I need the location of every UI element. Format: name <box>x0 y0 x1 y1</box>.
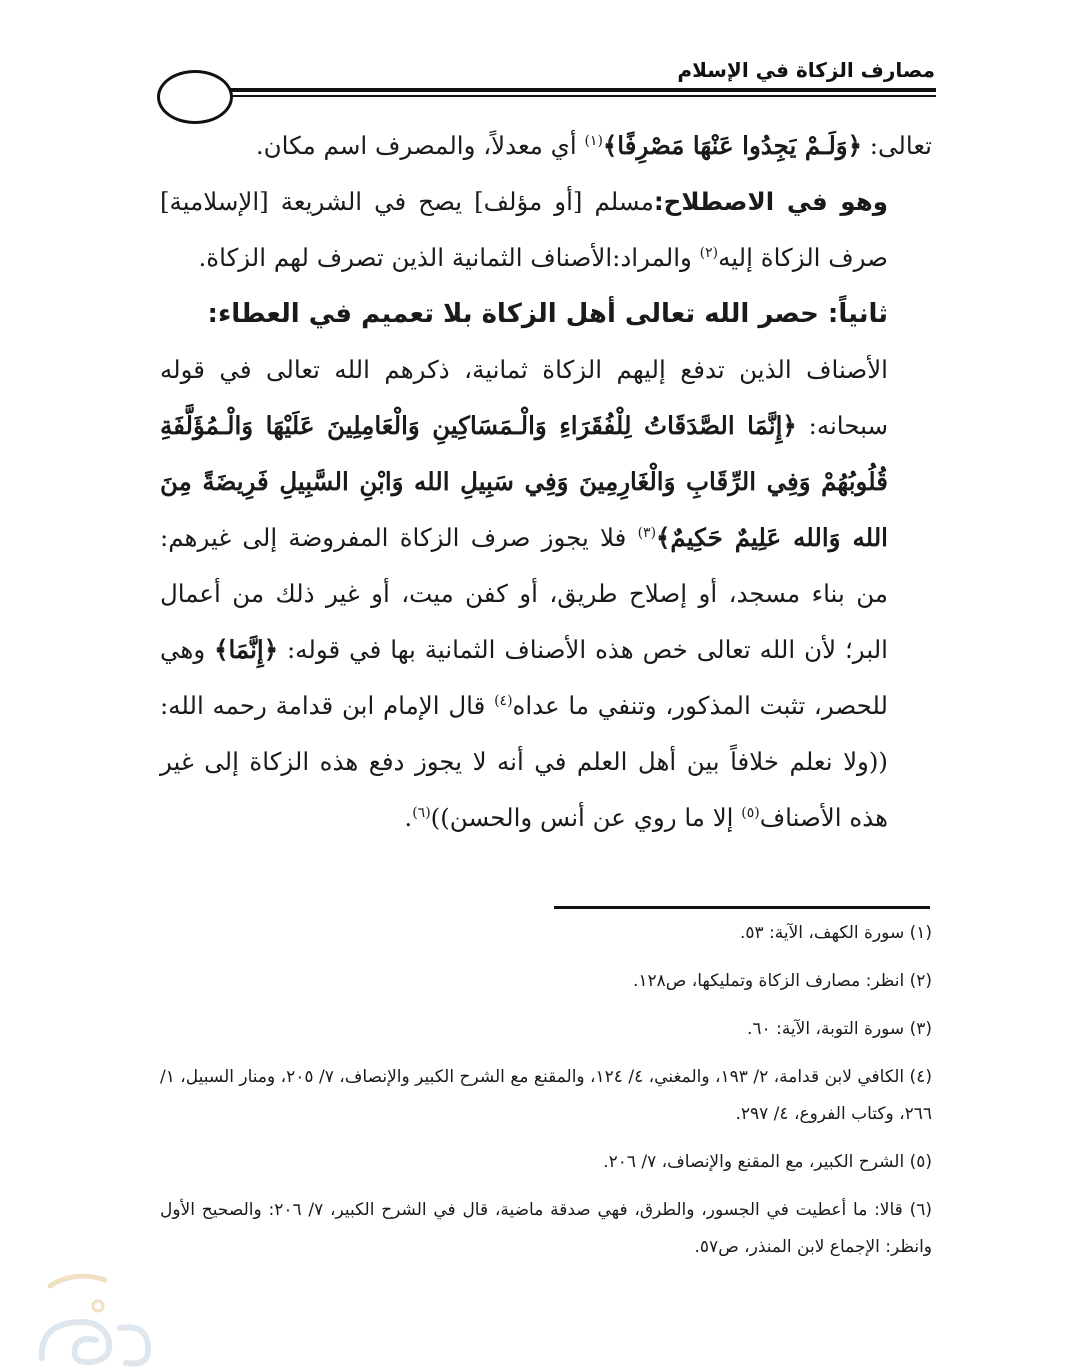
watermark-logo <box>30 1268 160 1368</box>
footnote-6: (٦) قالا: ما أعطيت في الجسور، والطرق، فهي صدقة ماضية، قال في الشرح الكبير، ٧/ ٢٠٦: والصحيح الأول وانظر: الإجماع لابن المنذر، ص٥٧. <box>160 1200 932 1257</box>
header-rule <box>196 88 936 92</box>
header-rule-thin <box>196 95 936 97</box>
footnote-3: (٣) سورة التوبة، الآية: ٦٠. <box>747 1019 932 1039</box>
footnote-ref: (٤) <box>494 692 513 709</box>
quran-verse: ﴿إِنَّمَا﴾ <box>214 635 279 664</box>
text-segment: وهي للحصر، تثبت المذكور، وتنفي ما عداه <box>160 635 888 720</box>
footnotes <box>160 915 932 1277</box>
running-title: مصارف الزكاة في الإسلام <box>677 58 935 82</box>
footnote-4: (٤) الكافي لابن قدامة، ٢/ ١٩٣، والمغني، ٤/ ١٢٤، والمقنع مع الشرح الكبير والإنصاف، ٧/ ٢٠٥، ومنار السبيل، ١/ ٢٦٦، وكتاب الفروع، ٤/ ٢٩٧. <box>160 1067 932 1124</box>
paragraph-1 <box>160 118 932 174</box>
quran-verse: ﴿وَلَـمْ يَجِدُوا عَنْهَا مَصْرِفًا﴾ <box>602 131 862 160</box>
footnote-ref: (٦) <box>412 804 431 821</box>
footnote-2: (٢) انظر: مصارف الزكاة وتمليكها، ص١٢٨. <box>632 971 932 991</box>
footnote-1: (١) سورة الكهف، الآية: ٥٣. <box>739 923 932 943</box>
paragraph-2 <box>160 174 932 286</box>
text-segment: فلا يجوز صرف الزكاة المفروضة إلى غيرهم: من بناء مسجد، أو إصلاح طريق، أو كفن ميت، أو غير ذلك من أعمال البر؛ لأن الله تعالى خص هذه الأصناف الثمانية بها في قوله: <box>160 523 888 664</box>
footnote-ref: (٥) <box>741 804 760 821</box>
footnote-ref: (٣) <box>637 524 657 541</box>
body-text <box>160 118 932 846</box>
text-segment: مسلم [أو مؤلف] يصح في الشريعة [الإسلامية] صرف الزكاة إليه <box>160 187 888 272</box>
footnote-separator <box>554 906 930 909</box>
text-segment: أي معدلاً، والمصرف اسم مكان. <box>255 131 585 160</box>
footnote-ref: (١) <box>584 132 603 149</box>
term-heading: وهو في الاصطلاح: <box>653 187 888 216</box>
page-number-oval <box>157 70 233 124</box>
quran-verse: ﴿إِنَّمَا الصَّدَقَاتُ لِلْفُقَرَاءِ وَالْـمَسَاكِينِ وَالْعَامِلِينَ عَلَيْهَا وَالْـمُؤَلَّفَةِ قُلُوبُهُمْ وَفِي الرِّقَابِ وَالْغَارِمِينَ وَفِي سَبِيلِ الله وَابْنِ السَّبِيلِ فَرِيضَةً مِنَ الله وَالله عَلِيمٌ حَكِيمٌ﴾ <box>160 411 888 552</box>
text-segment: تعالى: <box>861 131 932 160</box>
footnote-5: (٥) الشرح الكبير، مع المقنع والإنصاف، ٧/ ٢٠٦. <box>603 1152 932 1172</box>
text-segment: قال الإمام ابن قدامة رحمه الله: ((ولا نعلم خلافاً بين أهل العلم في أنه لا يجوز دفع هذه الزكاة إلى غير هذه الأصناف <box>160 691 888 832</box>
paragraph-3 <box>160 342 932 846</box>
footnote-ref: (٢) <box>699 244 719 261</box>
text-segment: الأصناف الذين تدفع إليهم الزكاة ثمانية، ذكرهم الله تعالى في قوله سبحانه: <box>160 355 888 440</box>
section-subheading: ثانياً: حصر الله تعالى أهل الزكاة بلا تعميم في العطاء: <box>207 299 888 329</box>
text-segment: . <box>404 803 413 832</box>
text-segment: إلا ما روي عن أنس والحسن)) <box>430 803 742 832</box>
text-segment: والمراد:الأصناف الثمانية الذين تصرف لهم الزكاة. <box>198 243 700 272</box>
